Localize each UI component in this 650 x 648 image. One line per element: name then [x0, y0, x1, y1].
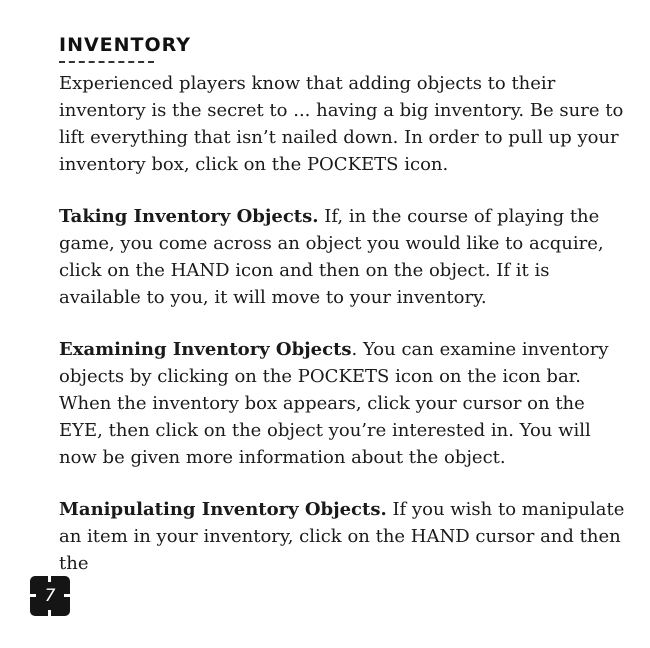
section-heading: INVENTORY	[59, 34, 192, 56]
paragraph-examining-objects	[59, 336, 629, 471]
paragraph-text: . You can examine inventory objects by clicking on the POCKETS icon on the icon bar. When the inventory box appears, click your cursor on the EYE, then click on the object you’re interested in. You will now be given more information about the object.	[59, 339, 609, 468]
paragraph-intro	[59, 70, 629, 178]
paragraph-text: If you wish to manipulate an item in your inventory, click on the HAND cursor and then the	[59, 499, 625, 574]
paragraph-lead: Taking Inventory Objects.	[59, 206, 319, 227]
body-text	[59, 70, 629, 602]
paragraph-text: If, in the course of playing the game, you come across an object you would like to acquire, click on the HAND icon and then on the object. If it is available to you, it will move to your inventory.	[59, 206, 604, 308]
paragraph-manipulating-objects	[59, 496, 629, 577]
page-number: 7	[44, 586, 56, 606]
heading-underline	[59, 61, 154, 63]
paragraph-lead: Manipulating Inventory Objects.	[59, 499, 387, 520]
paragraph-taking-objects	[59, 203, 629, 311]
page-number-badge	[30, 576, 70, 616]
paragraph-text: Experienced players know that adding objects to their inventory is the secret to ... having a big inventory. Be sure to lift everything that isn’t nailed down. In order to pull up your inventory box, click on the POCKETS icon.	[59, 73, 624, 175]
paragraph-lead: Examining Inventory Objects	[59, 339, 352, 360]
